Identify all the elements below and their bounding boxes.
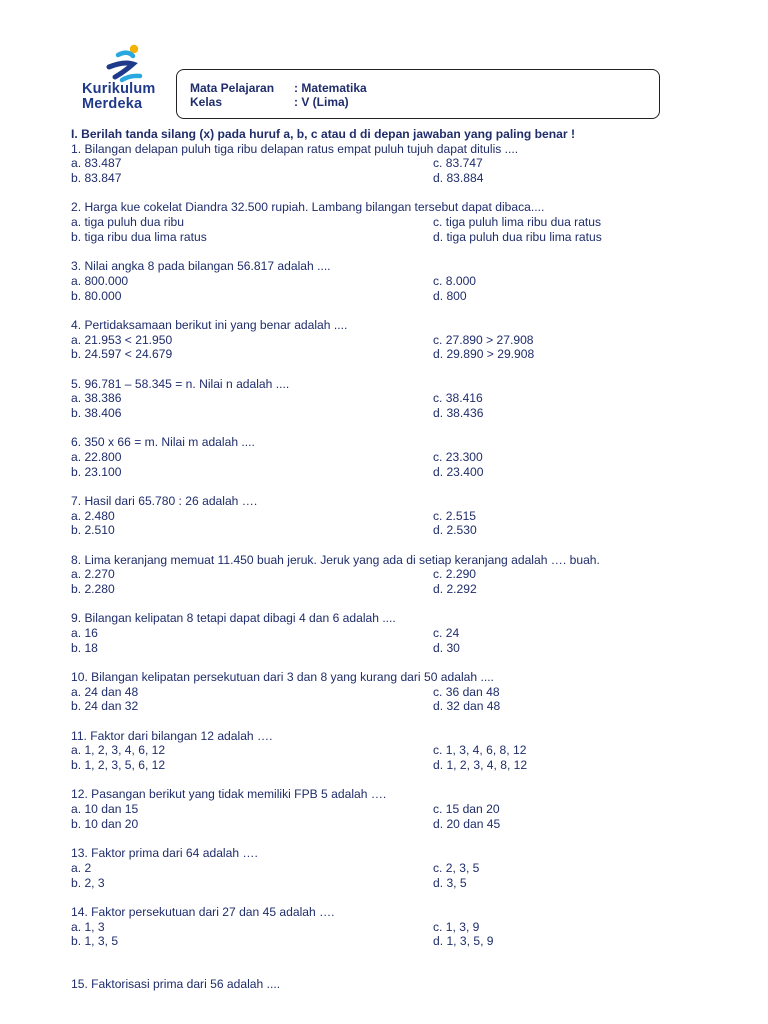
option-c[interactable]: c. 27.890 > 27.908 <box>433 332 534 347</box>
option-b[interactable]: b. 80.000 <box>71 288 122 303</box>
option-d[interactable]: d. 23.400 <box>433 464 484 479</box>
options <box>71 861 691 890</box>
option-c[interactable]: c. 1, 3, 4, 6, 8, 12 <box>433 743 527 758</box>
option-b[interactable]: b. 1, 3, 5 <box>71 934 119 949</box>
question-8 <box>71 553 691 597</box>
option-d[interactable]: d. 29.890 > 29.908 <box>433 347 535 362</box>
class-value: : V (Lima) <box>294 95 349 109</box>
question-13 <box>71 846 691 890</box>
instruction: I. Berilah tanda silang (x) pada huruf a, b, c atau d di depan jawaban yang paling benar ! <box>71 127 575 141</box>
option-a[interactable]: a. 2.480 <box>71 508 115 523</box>
option-a[interactable]: a. 16 <box>71 626 98 641</box>
option-b[interactable]: b. 2.280 <box>71 582 115 597</box>
logo-line2: Merdeka <box>82 96 143 112</box>
option-d[interactable]: d. 2.292 <box>433 582 477 597</box>
option-b[interactable]: b. 2, 3 <box>71 875 105 890</box>
option-d[interactable]: d. 83.884 <box>433 171 484 186</box>
options <box>71 567 691 596</box>
question-text: 10. Bilangan kelipatan persekutuan dari 3 dan 8 yang kurang dari 50 adalah .... <box>71 670 494 685</box>
option-b[interactable]: b. 18 <box>71 640 98 655</box>
class-row <box>190 95 349 109</box>
question-5 <box>71 377 691 421</box>
question-11 <box>71 729 691 773</box>
options <box>71 450 691 479</box>
option-d[interactable]: d. 2.530 <box>433 523 477 538</box>
option-a[interactable]: a. 800.000 <box>71 273 129 288</box>
question-text: 1. Bilangan delapan puluh tiga ribu delapan ratus empat puluh tujuh dapat ditulis .... <box>71 141 519 156</box>
question-text: 9. Bilangan kelipatan 8 tetapi dapat dibagi 4 dan 6 adalah .... <box>71 611 396 626</box>
option-c[interactable]: c. 15 dan 20 <box>433 802 500 817</box>
options <box>71 391 691 420</box>
option-c[interactable]: c. 2.290 <box>433 567 477 582</box>
option-d[interactable]: d. 1, 3, 5, 9 <box>433 934 494 949</box>
question-4 <box>71 318 691 362</box>
question-1 <box>71 142 691 186</box>
question-text: 8. Lima keranjang memuat 11.450 buah jeruk. Jeruk yang ada di setiap keranjang adalah …. buah. <box>71 552 600 567</box>
options <box>71 333 691 362</box>
logo-text <box>82 82 156 112</box>
subject-value: : Matematika <box>294 81 367 95</box>
option-b[interactable]: b. 2.510 <box>71 523 115 538</box>
option-c[interactable]: c. 1, 3, 9 <box>433 919 480 934</box>
option-a[interactable]: a. 1, 2, 3, 4, 6, 12 <box>71 743 166 758</box>
option-c[interactable]: c. 24 <box>433 626 460 641</box>
question-3 <box>71 259 691 303</box>
option-a[interactable]: a. 10 dan 15 <box>71 802 139 817</box>
question-text: 3. Nilai angka 8 pada bilangan 56.817 adalah .... <box>71 259 331 274</box>
option-b[interactable]: b. 23.100 <box>71 464 122 479</box>
option-c[interactable]: c. 2, 3, 5 <box>433 860 480 875</box>
option-b[interactable]: b. 83.847 <box>71 171 122 186</box>
option-a[interactable]: a. 21.953 < 21.950 <box>71 332 173 347</box>
subject-row <box>190 81 367 95</box>
question-text: 14. Faktor persekutuan dari 27 dan 45 adalah …. <box>71 904 335 919</box>
option-c[interactable]: c. tiga puluh lima ribu dua ratus <box>433 215 602 230</box>
options <box>71 215 691 244</box>
option-d[interactable]: d. 32 dan 48 <box>433 699 501 714</box>
option-c[interactable]: c. 36 dan 48 <box>433 684 500 699</box>
question-text: 13. Faktor prima dari 64 adalah …. <box>71 846 258 861</box>
option-d[interactable]: d. 800 <box>433 288 467 303</box>
option-d[interactable]: d. 1, 2, 3, 4, 8, 12 <box>433 758 528 773</box>
option-c[interactable]: c. 38.416 <box>433 391 483 406</box>
question-list <box>71 127 691 992</box>
option-d[interactable]: d. 30 <box>433 640 460 655</box>
question-7 <box>71 494 691 538</box>
option-c[interactable]: c. 83.747 <box>433 156 483 171</box>
question-14 <box>71 905 691 949</box>
logo-line1: Kurikulum <box>82 81 156 97</box>
options <box>71 802 691 831</box>
options <box>71 626 691 655</box>
option-c[interactable]: c. 2.515 <box>433 508 477 523</box>
options <box>71 685 691 714</box>
question-text: 5. 96.781 – 58.345 = n. Nilai n adalah .... <box>71 376 290 391</box>
option-b[interactable]: b. 1, 2, 3, 5, 6, 12 <box>71 758 166 773</box>
option-d[interactable]: d. tiga puluh dua ribu lima ratus <box>433 229 602 244</box>
question-12 <box>71 787 691 831</box>
option-c[interactable]: c. 23.300 <box>433 449 483 464</box>
question-15: 15. Faktorisasi prima dari 56 adalah .... <box>71 976 281 991</box>
option-d[interactable]: d. 20 dan 45 <box>433 816 501 831</box>
options <box>71 509 691 538</box>
question-text: 4. Pertidaksamaan berikut ini yang benar adalah .... <box>71 317 348 332</box>
question-text: 6. 350 x 66 = m. Nilai m adalah .... <box>71 435 255 450</box>
option-a[interactable]: a. 38.386 <box>71 391 122 406</box>
option-a[interactable]: a. 24 dan 48 <box>71 684 139 699</box>
option-b[interactable]: b. 10 dan 20 <box>71 816 139 831</box>
option-b[interactable]: b. tiga ribu dua lima ratus <box>71 229 207 244</box>
option-a[interactable]: a. 22.800 <box>71 449 122 464</box>
question-text: 11. Faktor dari bilangan 12 adalah …. <box>71 728 273 743</box>
option-a[interactable]: a. 2 <box>71 860 92 875</box>
logo-figure-icon <box>100 44 150 86</box>
class-label: Kelas <box>190 95 223 109</box>
option-a[interactable]: a. tiga puluh dua ribu <box>71 215 184 230</box>
question-text: 12. Pasangan berikut yang tidak memiliki FPB 5 adalah …. <box>71 787 387 802</box>
options <box>71 920 691 949</box>
options <box>71 743 691 772</box>
option-c[interactable]: c. 8.000 <box>433 273 477 288</box>
question-text: 2. Harga kue cokelat Diandra 32.500 rupiah. Lambang bilangan tersebut dapat dibaca.... <box>71 200 545 215</box>
kurikulum-merdeka-logo <box>82 44 172 116</box>
option-a[interactable]: a. 1, 3 <box>71 919 105 934</box>
question-9 <box>71 611 691 655</box>
question-text: 7. Hasil dari 65.780 : 26 adalah …. <box>71 493 258 508</box>
questions-container <box>71 142 691 949</box>
subject-label: Mata Pelajaran <box>190 81 275 95</box>
option-b[interactable]: b. 24.597 < 24.679 <box>71 347 173 362</box>
option-a[interactable]: a. 83.487 <box>71 156 122 171</box>
question-6 <box>71 435 691 479</box>
option-a[interactable]: a. 2.270 <box>71 567 115 582</box>
option-b[interactable]: b. 24 dan 32 <box>71 699 139 714</box>
options <box>71 274 691 303</box>
header-box <box>176 69 660 119</box>
question-10 <box>71 670 691 714</box>
options <box>71 156 691 185</box>
question-2 <box>71 200 691 244</box>
option-b[interactable]: b. 38.406 <box>71 405 122 420</box>
option-d[interactable]: d. 38.436 <box>433 405 484 420</box>
option-d[interactable]: d. 3, 5 <box>433 875 467 890</box>
